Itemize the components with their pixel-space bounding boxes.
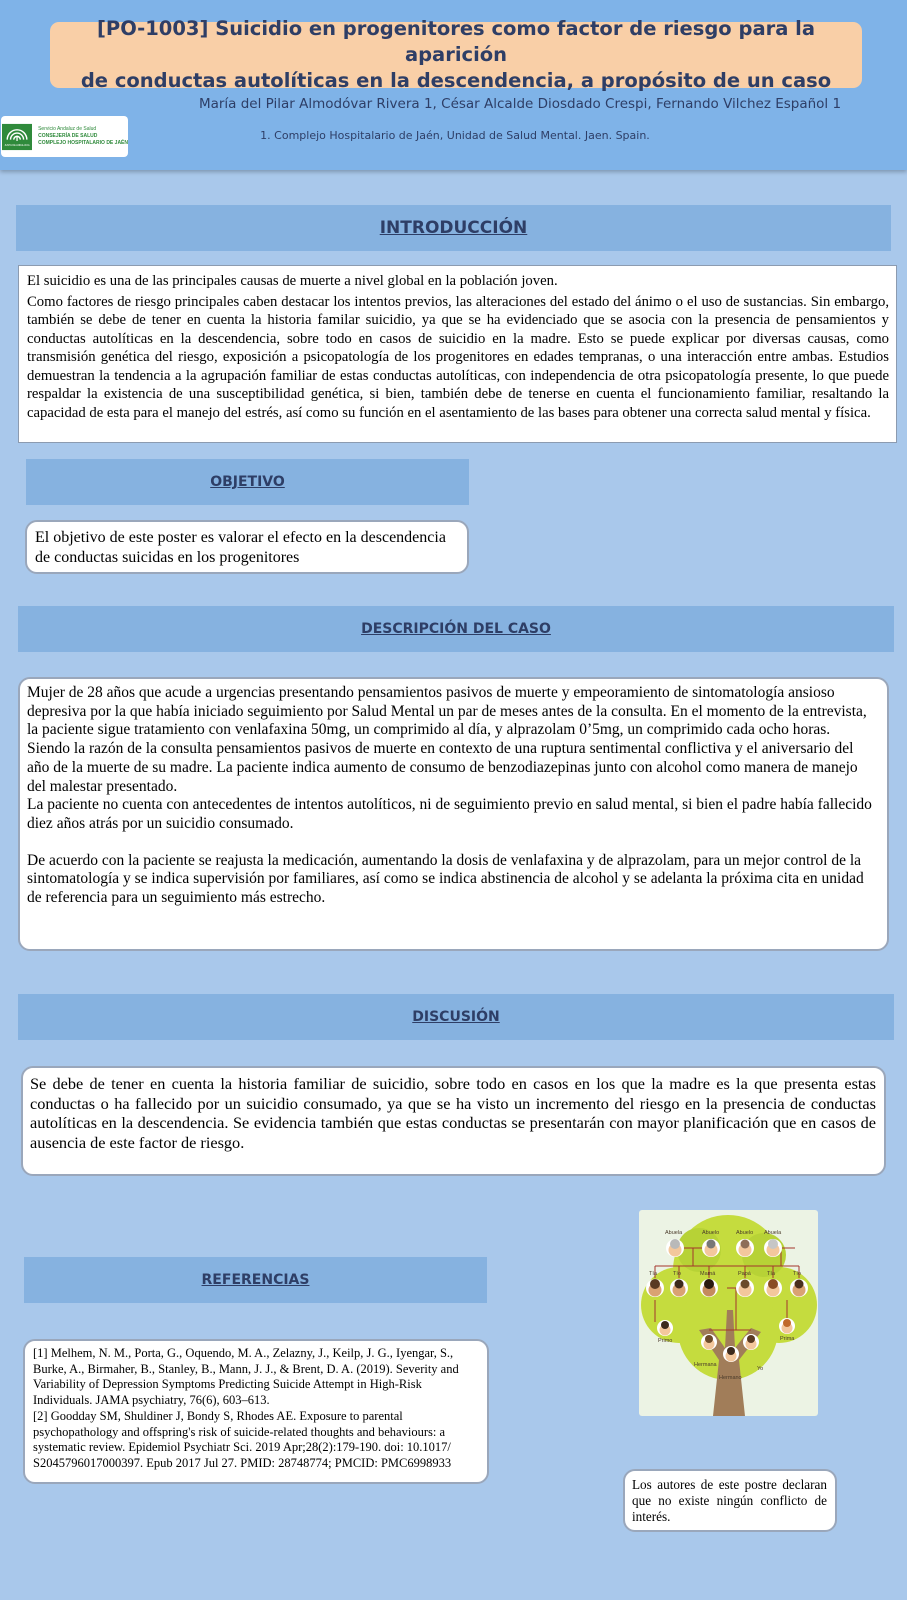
family-tree-illustration (639, 1210, 818, 1416)
logo-line-2: CONSEJERÍA DE SALUD (38, 133, 98, 139)
title-box (50, 17, 862, 92)
introduccion-paragraph: Como factores de riesgo principales caben destacar los intentos previos, las alteraciones del estado del ánimo o el uso de sustancias. Sin embargo, también se debe de tener en cuenta la historia familar suicidio, ya que se ha evidenciado que se asocia con la presencia de pensamientos y conductas autolíticas en la descendencia, sobre todo en casos de suicidio en la madre. Esto se puede explicar por diversas causas, como transmisión genética del riesgo, exposición a psicopatología de los progenitores en edades tempranas, o una interacción entre ambas. Estudios demuestran la tendencia a la agrupación familiar de estas conductas autolíticas, con independencia de otra psicopatología presente, lo que puede respaldar la existencia de una susceptibilidad genética, si bien, también debe de tenerse en cuenta el funcionamiento familiar, resaltando la capacidad de esta para el manejo del estrés, así como su función en el asentamiento de las bases para obtener una correcta salud mental y física. (27, 293, 889, 421)
authors: María del Pilar Almodóvar Rivera 1, César Alcalde Diosdado Crespi, Fernando Vilchez Español 1 (198, 96, 842, 112)
tree-label: Prima (780, 1336, 795, 1342)
poster-header (0, 0, 907, 170)
objetivo-heading-band (26, 459, 469, 505)
tree-label: Hermano (719, 1375, 742, 1381)
caso-paragraph: De acuerdo con la paciente se reajusta la medicación, aumentando la dosis de venlafaxina y de alprazolam, para un mejor control de la sintomatología y se indica supervisión por familiares, así como se indica abstinencia de alcohol y se adelanta la próxima cita en unidad de referencia para un seguimiento más estrecho. (27, 851, 864, 907)
discusion-text: Se debe de tener en cuenta la historia familiar de suicidio, sobre todo en casos en los que la madre es la que presenta estas conductas o ha fallecido por un suicidio consumado, ya que se ha visto un incremento del riesgo en la presencia de conductas autolíticas en la descendencia. Se evidencia también que estas conductas se presentarán con mayor planificación que en casos de ausencia de este factor de riesgo. (30, 1074, 876, 1152)
conflict-of-interest-box (623, 1469, 837, 1532)
caso-paragraph: Siendo la razón de la consulta pensamientos pasivos de muerte en contexto de una ruptura sentimental conflictiva y el aniversario del año de la muerte de su madre. La paciente indica aumento de consumo de benzodiazepinas junto con alcohol como manera de manejo del malestar presentado. (27, 740, 858, 795)
referencias-text-box (23, 1339, 489, 1484)
affiliation: 1. Complejo Hospitalario de Jaén, Unidad de Salud Mental. Jaen. Spain. (260, 129, 650, 142)
tree-label: Tío (793, 1271, 801, 1277)
tree-label: Tío (673, 1271, 681, 1277)
caso-paragraph: Mujer de 28 años que acude a urgencias presentando pensamientos pasivos de muerte y empeoramiento de sintomatología ansioso depresiva por la que había iniciado seguimiento por Salud Mental un par de meses antes de la consulta. En el momento de la entrevista, la paciente sigue tratamiento con venlafaxina 50mg, un comprimido al día, y alprazolam 0’5mg, un comprimido cada ocho horas. (27, 684, 867, 739)
tree-label: Primo (658, 1338, 673, 1344)
institution-logo (1, 116, 128, 157)
reference-item: [1] Melhem, N. M., Porta, G., Oquendo, M. A., Zelazny, J., Keilp, J. G., Iyengar, S., Burke, A., Birmaher, B., Stanley, B., Mann, J. J., & Brent, D. A. (2019). Severity and Variability of Depression Symptoms Predicting Suicide Attempt in High-Risk Individuals. JAMA psychiatry, 76(6), 603–613. (33, 1346, 459, 1407)
referencias-heading: REFERENCIAS (201, 1272, 310, 1288)
caso-paragraph: La paciente no cuenta con antecedentes de intentos autolíticos, ni de seguimiento previo en salud mental, si bien el padre había fallecido diez años atrás por un suicidio consumado. (27, 796, 872, 832)
conflict-of-interest-text: Los autores de este postre declaran que no existe ningún conflicto de interés. (632, 1477, 827, 1524)
objetivo-text-box (25, 520, 469, 574)
introduccion-heading-band (16, 205, 891, 251)
tree-label: Yo (757, 1366, 764, 1372)
objetivo-text: El objetivo de este poster es valorar el efecto en la descendencia de conductas suicidas en los progenitores (35, 529, 446, 566)
reference-item: [2] Goodday SM, Shuldiner J, Bondy S, Rhodes AE. Exposure to parental psychopathology and offspring's risk of suicide-related thoughts and behaviours: a systematic review. Epidemiol Psychiatr Sci. 2019 Apr;28(2):179-190. doi: 10.1017/ S2045796017000397. Epub 2017 Jul 27. PMID: 28748774; PMCID: PMC6998933 (33, 1409, 452, 1470)
tree-label: Papá (738, 1271, 751, 1277)
discusion-heading-band (18, 994, 894, 1040)
logo-line-1: Servicio Andaluz de Salud (38, 126, 97, 132)
family-tree-icon (639, 1210, 818, 1416)
caso-heading-band (18, 606, 894, 652)
discusion-text-box (21, 1066, 886, 1176)
logo-line-3: COMPLEJO HOSPITALARIO DE JAÉN (38, 140, 128, 146)
caso-heading: DESCRIPCIÓN DEL CASO (361, 621, 551, 637)
poster-title: [PO-1003] Suicidio en progenitores como factor de riesgo para la aparición de conductas autolíticas en la descendencia, a propósito de un caso (80, 17, 832, 92)
referencias-heading-band (24, 1257, 487, 1303)
tree-label: Abuelo (702, 1230, 720, 1236)
junta-de-andalucia-emblem-icon (2, 117, 32, 157)
introduccion-text-box (18, 265, 897, 443)
introduccion-paragraph: El suicidio es una de las principales causas de muerte a nivel global en la población joven. (27, 273, 558, 289)
tree-label: Hermana (694, 1362, 717, 1368)
tree-label: Tía (649, 1271, 657, 1277)
discusion-heading: DISCUSIÓN (412, 1009, 500, 1025)
tree-label: Mamá (700, 1271, 716, 1277)
objetivo-heading: OBJETIVO (210, 474, 285, 490)
tree-label: Abuela (665, 1230, 683, 1236)
tree-label: Abuela (764, 1230, 782, 1236)
introduccion-heading: INTRODUCCIÓN (379, 218, 528, 238)
caso-text-box (18, 677, 889, 951)
tree-label: Tía (767, 1271, 775, 1277)
tree-label: Abuelo (736, 1230, 754, 1236)
logo-text (38, 126, 128, 147)
logo-caption: JUNTA DE ANDALUCIA (4, 144, 30, 147)
